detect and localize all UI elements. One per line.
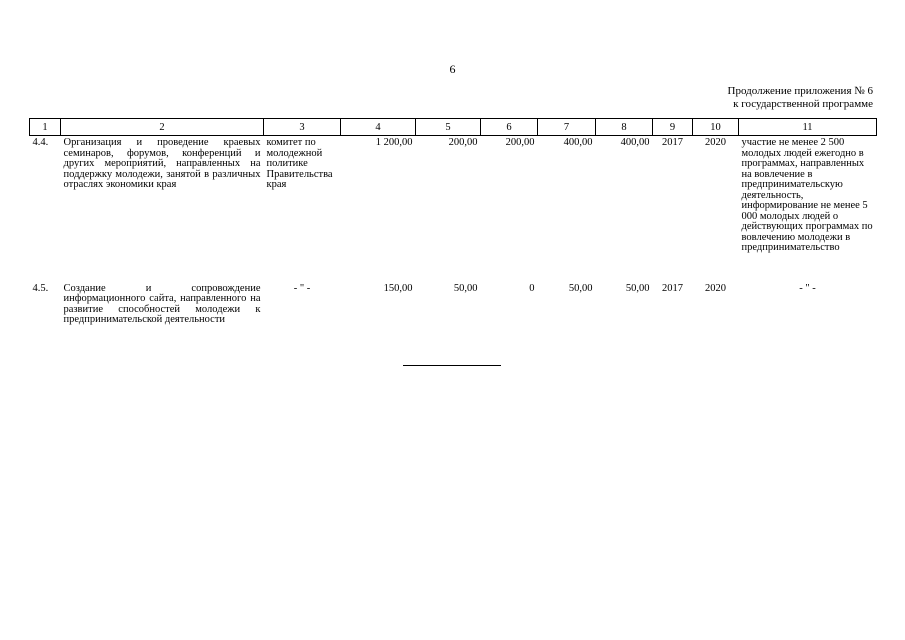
column-header: 1 — [30, 119, 61, 136]
column-header: 11 — [739, 119, 877, 136]
total-amount: 1 200,00 — [375, 137, 413, 148]
executor: комитет по молодежной политике Правительства края — [266, 137, 333, 190]
column-header: 6 — [481, 119, 538, 136]
end-year: 2020 — [705, 137, 726, 148]
table-row — [30, 282, 877, 328]
page-number: 6 — [449, 62, 456, 76]
closing-divider — [403, 365, 501, 366]
column-header: 5 — [416, 119, 481, 136]
amount-year-2: 200,00 — [505, 137, 535, 148]
row-number: 4.4. — [32, 137, 49, 148]
expected-result: участие не менее 2 500 молодых людей ежегодно в программах, направленных на вовлечение в предпринимательскую деятельность, информирование не менее 5 000 молодых людей о действующих программах по вовлечению молодежи в предпринимательство — [741, 137, 873, 253]
column-header: 8 — [596, 119, 653, 136]
column-header: 9 — [653, 119, 693, 136]
table-header-row — [30, 119, 877, 136]
column-header: 3 — [264, 119, 341, 136]
expected-result: - " - — [799, 282, 816, 294]
total-amount: 150,00 — [383, 282, 413, 294]
appendix-line-2: к государственной программе — [733, 98, 873, 110]
executor: - " - — [293, 282, 311, 294]
amount-year-2: 0 — [529, 282, 535, 294]
amount-year-1: 50,00 — [453, 282, 478, 294]
start-year: 2017 — [662, 137, 683, 148]
row-number: 4.5. — [32, 282, 49, 294]
amount-year-4: 400,00 — [620, 137, 650, 148]
activity-name: Организация и проведение краевых семинаров, форумов, конференций и других мероприятий, направленных на поддержку молодежи, занятой в различных отраслях экономики края — [63, 137, 261, 190]
activity-name: Создание и сопровождение информационного сайта, направленного на развитие способностей молодежи к предпринимательской деятельности — [63, 282, 261, 325]
column-header: 2 — [61, 119, 264, 136]
column-header: 10 — [693, 119, 739, 136]
amount-year-4: 50,00 — [625, 282, 650, 294]
end-year: 2020 — [705, 282, 726, 294]
start-year: 2017 — [662, 282, 683, 294]
program-table — [29, 118, 877, 328]
column-header: 7 — [538, 119, 596, 136]
table-row — [30, 136, 877, 282]
amount-year-3: 50,00 — [568, 282, 593, 294]
column-header: 4 — [341, 119, 416, 136]
amount-year-3: 400,00 — [563, 137, 593, 148]
amount-year-1: 200,00 — [448, 137, 478, 148]
appendix-caption — [728, 85, 873, 111]
appendix-line-1: Продолжение приложения № 6 — [727, 85, 873, 97]
